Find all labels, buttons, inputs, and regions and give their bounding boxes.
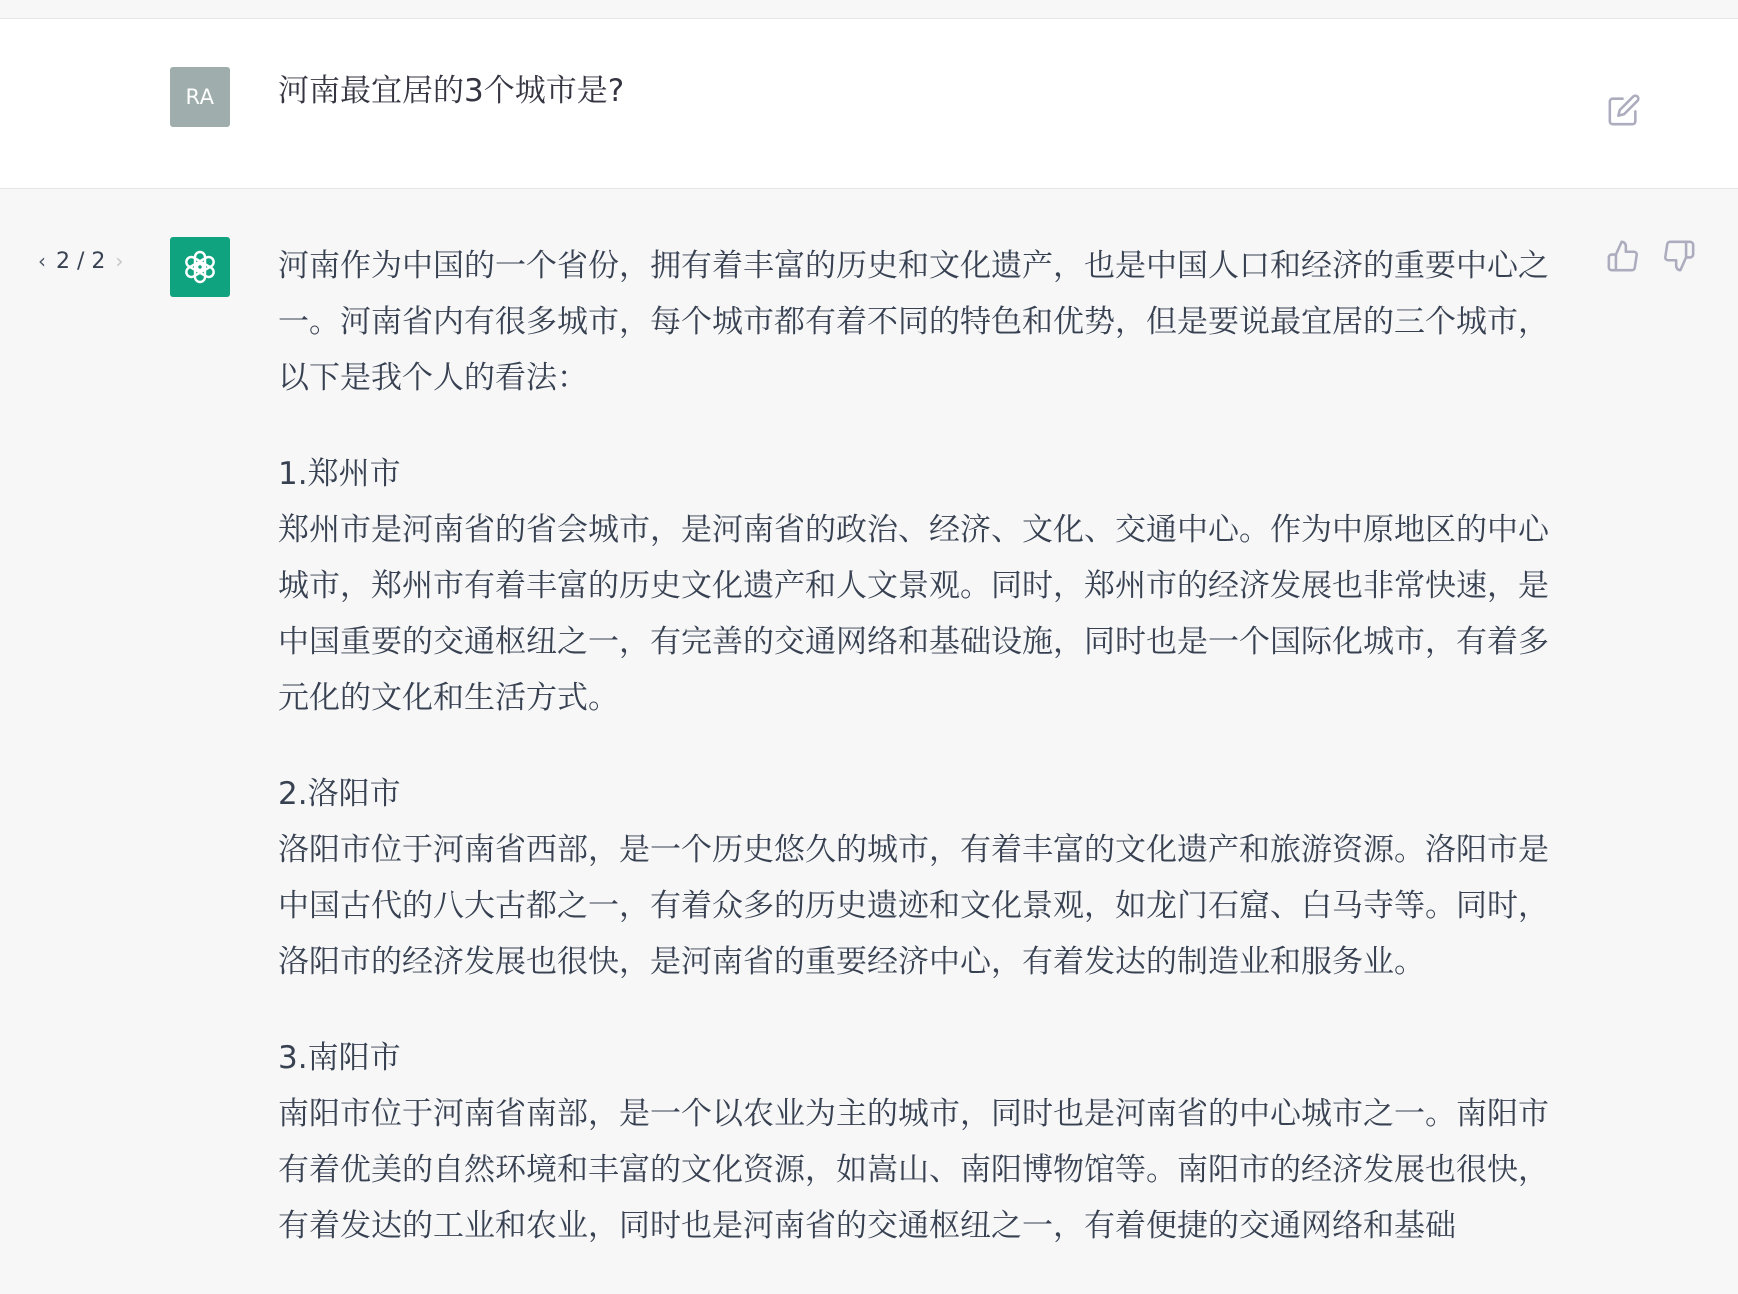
- answer-item-title: 2.洛阳市: [278, 776, 401, 812]
- user-avatar: [170, 67, 230, 127]
- thumbs-up-icon[interactable]: [1606, 239, 1642, 275]
- chevron-right-icon[interactable]: ›: [115, 249, 124, 273]
- assistant-answer: [278, 238, 1560, 1294]
- answer-item-body: 洛阳市位于河南省西部，是一个历史悠久的城市，有着丰富的文化遗产和旅游资源。洛阳市是中国古代的八大古都之一，有着众多的历史遗迹和文化景观，如龙门石窟、白马寺等。同时，洛阳市的经济发展也很快，是河南省的重要经济中心，有着发达的制造业和服务业。: [278, 832, 1549, 980]
- chevron-left-icon[interactable]: ‹: [38, 249, 46, 273]
- top-strip: [0, 0, 1738, 19]
- response-pager: [38, 241, 123, 281]
- openai-logo-icon: [170, 237, 230, 297]
- answer-item-body: 南阳市位于河南省南部，是一个以农业为主的城市，同时也是河南省的中心城市之一。南阳市有着优美的自然环境和丰富的文化资源，如嵩山、南阳博物馆等。南阳市的经济发展也很快，有着发达的工业和农业，同时也是河南省的交通枢纽之一，有着便捷的交通网络和基础: [278, 1096, 1549, 1244]
- user-message-text: 河南最宜居的3个城市是?: [278, 73, 625, 109]
- answer-intro: 河南作为中国的一个省份，拥有着丰富的历史和文化遗产，也是中国人口和经济的重要中心之一。河南省内有很多城市，每个城市都有着不同的特色和优势，但是要说最宜居的三个城市，以下是我个人的看法：: [278, 248, 1549, 396]
- user-message-row: [0, 19, 1738, 189]
- assistant-message-row: [0, 189, 1738, 1248]
- answer-item-title: 1.郑州市: [278, 456, 401, 492]
- answer-item-title: 3.南阳市: [278, 1040, 401, 1076]
- user-avatar-initials: RA: [185, 85, 215, 109]
- thumbs-down-icon[interactable]: [1662, 239, 1698, 275]
- answer-item-body: 郑州市是河南省的省会城市，是河南省的政治、经济、文化、交通中心。作为中原地区的中心城市，郑州市有着丰富的历史文化遗产和人文景观。同时，郑州市的经济发展也非常快速，是中国重要的交通枢纽之一，有完善的交通网络和基础设施，同时也是一个国际化城市，有着多元化的文化和生活方式。: [278, 512, 1549, 716]
- edit-icon[interactable]: [1607, 93, 1641, 127]
- pager-count: 2 / 2: [56, 248, 106, 274]
